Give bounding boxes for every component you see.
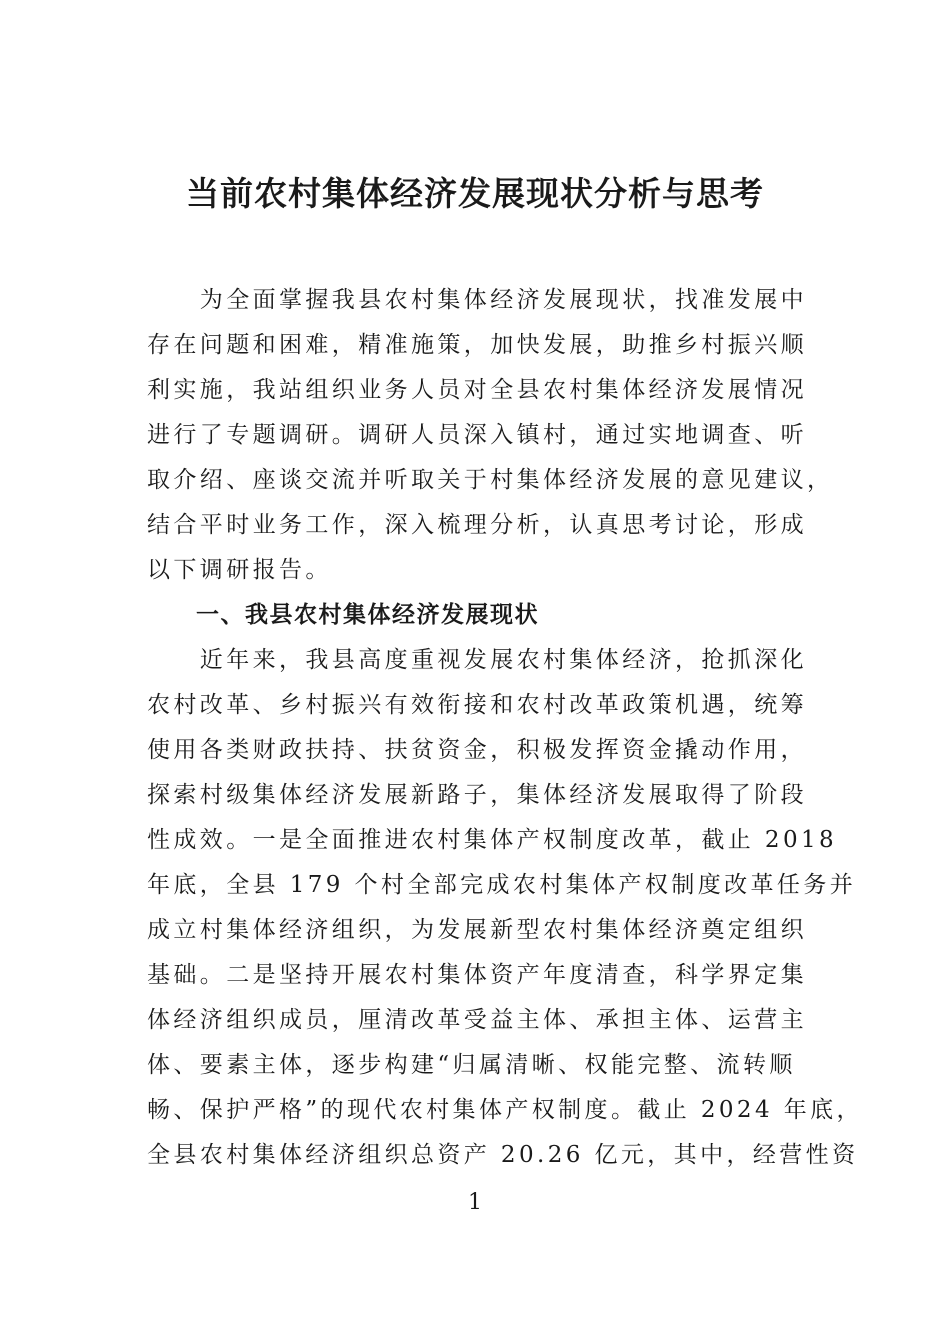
body-text-line: 为全面掌握我县农村集体经济发展现状，找准发展中: [147, 287, 807, 313]
body-text-line: 近年来，我县高度重视发展农村集体经济，抢抓深化: [147, 647, 807, 673]
body-text-line: 使用各类财政扶持、扶贫资金，积极发挥资金撬动作用，: [147, 737, 807, 763]
body-text-line: 畅、保护严格”的现代农村集体产权制度。截止 2024 年底，: [147, 1097, 863, 1123]
body-text-line: 农村改革、乡村振兴有效衔接和农村改革政策机遇，统筹: [147, 692, 807, 718]
body-text-line: 进行了专题调研。调研人员深入镇村，通过实地调查、听: [147, 422, 807, 448]
body-text-line: 利实施，我站组织业务人员对全县农村集体经济发展情况: [147, 377, 807, 403]
body-text-line: 以下调研报告。: [147, 557, 332, 583]
body-text-line: 取介绍、座谈交流并听取关于村集体经济发展的意见建议，: [147, 467, 834, 493]
body-text-line: 结合平时业务工作，深入梳理分析，认真思考讨论，形成: [147, 512, 807, 538]
body-text-line: 年底，全县 179 个村全部完成农村集体产权制度改革任务并: [147, 872, 857, 898]
document-title: 当前农村集体经济发展现状分析与思考: [186, 174, 764, 213]
body-text-line: 全县农村集体经济组织总资产 20.26 亿元，其中，经营性资: [147, 1142, 859, 1168]
section-heading: 一、我县农村集体经济发展现状: [147, 602, 539, 628]
page-number: 1: [468, 1190, 482, 1215]
document-body: [147, 278, 863, 1178]
body-text-line: 成立村集体经济组织，为发展新型农村集体经济奠定组织: [147, 917, 807, 943]
body-text-line: 探索村级集体经济发展新路子，集体经济发展取得了阶段: [147, 782, 807, 808]
body-text-line: 体经济组织成员，厘清改革受益主体、承担主体、运营主: [147, 1007, 807, 1033]
body-text-line: 性成效。一是全面推进农村集体产权制度改革，截止 2018: [147, 827, 838, 853]
body-text-line: 存在问题和困难，精准施策，加快发展，助推乡村振兴顺: [147, 332, 807, 358]
body-text-line: 基础。二是坚持开展农村集体资产年度清查，科学界定集: [147, 962, 807, 988]
body-text-line: 体、要素主体，逐步构建“归属清晰、权能完整、流转顺: [147, 1052, 796, 1078]
